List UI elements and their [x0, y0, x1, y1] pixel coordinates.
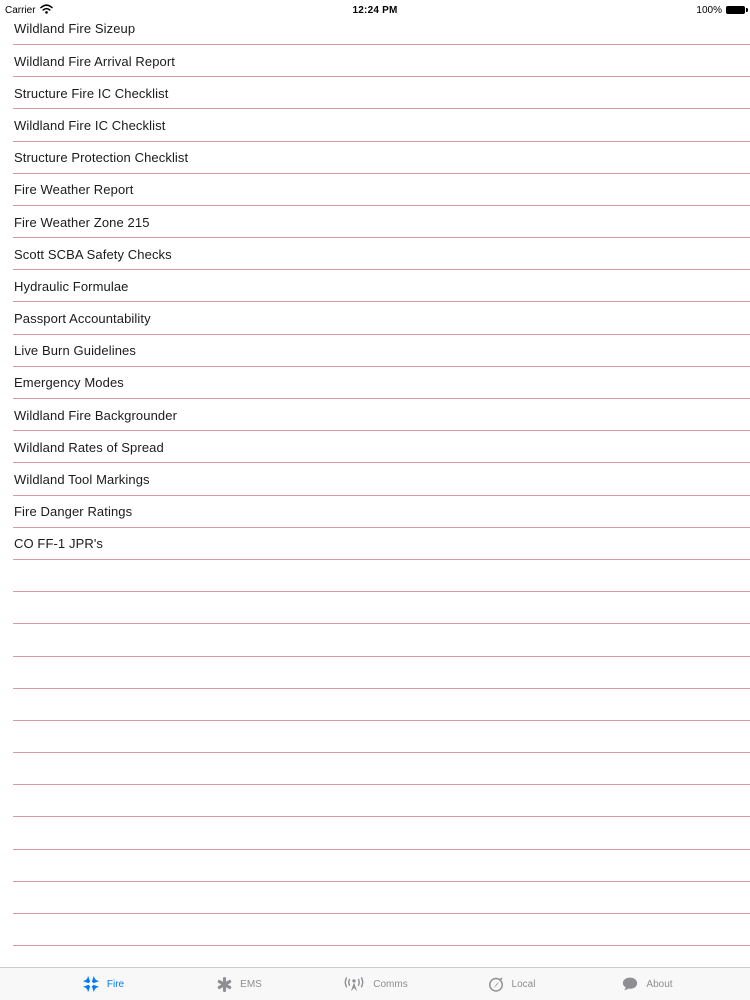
empty-row	[0, 785, 750, 817]
empty-row	[0, 624, 750, 656]
list-item[interactable]	[0, 174, 750, 206]
list-item[interactable]	[0, 496, 750, 528]
clock: 12:24 PM	[352, 4, 398, 16]
status-bar	[0, 0, 750, 20]
list-item[interactable]	[0, 335, 750, 367]
list-item-label: Passport Accountability	[14, 311, 151, 327]
list-item[interactable]	[0, 77, 750, 109]
tab-fire[interactable]	[35, 968, 171, 1000]
battery-icon	[726, 6, 745, 14]
tab-bar	[0, 967, 750, 1000]
empty-row	[0, 817, 750, 849]
list-item[interactable]	[0, 463, 750, 495]
maltese-cross-icon	[82, 975, 100, 993]
empty-row	[0, 657, 750, 689]
list-item[interactable]	[0, 528, 750, 560]
empty-row	[0, 753, 750, 785]
list-item-label: Wildland Tool Markings	[14, 472, 150, 488]
empty-row	[0, 882, 750, 914]
empty-row	[0, 560, 750, 592]
tab-ems[interactable]	[171, 968, 307, 1000]
list-item[interactable]	[0, 270, 750, 302]
list-item[interactable]	[0, 302, 750, 334]
tab-local-label: Local	[511, 978, 536, 990]
list-item-label: Emergency Modes	[14, 375, 124, 391]
tab-ems-label: EMS	[240, 978, 262, 990]
empty-row	[0, 689, 750, 721]
battery-percent: 100%	[696, 4, 722, 16]
list-item-label: Wildland Rates of Spread	[14, 439, 164, 455]
tab-comms[interactable]	[307, 968, 443, 1000]
empty-row	[0, 592, 750, 624]
list-item-label: Live Burn Guidelines	[14, 343, 136, 359]
list-item-label: Structure Protection Checklist	[14, 150, 189, 166]
empty-row	[0, 721, 750, 753]
list-item[interactable]	[0, 45, 750, 77]
list-item[interactable]	[0, 367, 750, 399]
empty-row	[0, 850, 750, 882]
list-item[interactable]	[0, 109, 750, 141]
list-item[interactable]	[0, 142, 750, 174]
speech-bubble-icon	[621, 975, 639, 993]
empty-row	[0, 914, 750, 946]
list-item-label: CO FF-1 JPR's	[14, 536, 104, 552]
star-of-life-icon	[216, 976, 233, 993]
list-item-label: Structure Fire IC Checklist	[14, 85, 169, 101]
list-item-label: Fire Danger Ratings	[14, 504, 133, 520]
antenna-icon	[342, 975, 366, 993]
list-item[interactable]	[0, 399, 750, 431]
list-item-label: Fire Weather Zone 215	[14, 214, 150, 230]
list-item-label: Wildland Fire Sizeup	[14, 21, 136, 37]
list-item[interactable]	[0, 206, 750, 238]
compass-icon	[487, 975, 505, 993]
tab-fire-label: Fire	[106, 978, 125, 990]
list-item-label: Wildland Fire IC Checklist	[14, 117, 166, 133]
tab-comms-label: Comms	[373, 978, 408, 990]
list-item-label: Fire Weather Report	[14, 182, 134, 198]
list-item-label: Scott SCBA Safety Checks	[14, 246, 172, 262]
tab-local[interactable]	[443, 968, 579, 1000]
list-item[interactable]	[0, 238, 750, 270]
list-item-label: Wildland Fire Backgrounder	[14, 407, 178, 423]
document-list	[0, 13, 750, 946]
tab-about[interactable]	[579, 968, 715, 1000]
list-item-label: Hydraulic Formulae	[14, 278, 129, 294]
list-item[interactable]	[0, 431, 750, 463]
list-item-label: Wildland Fire Arrival Report	[14, 53, 176, 69]
carrier-label: Carrier	[5, 4, 36, 16]
tab-about-label: About	[646, 978, 673, 990]
